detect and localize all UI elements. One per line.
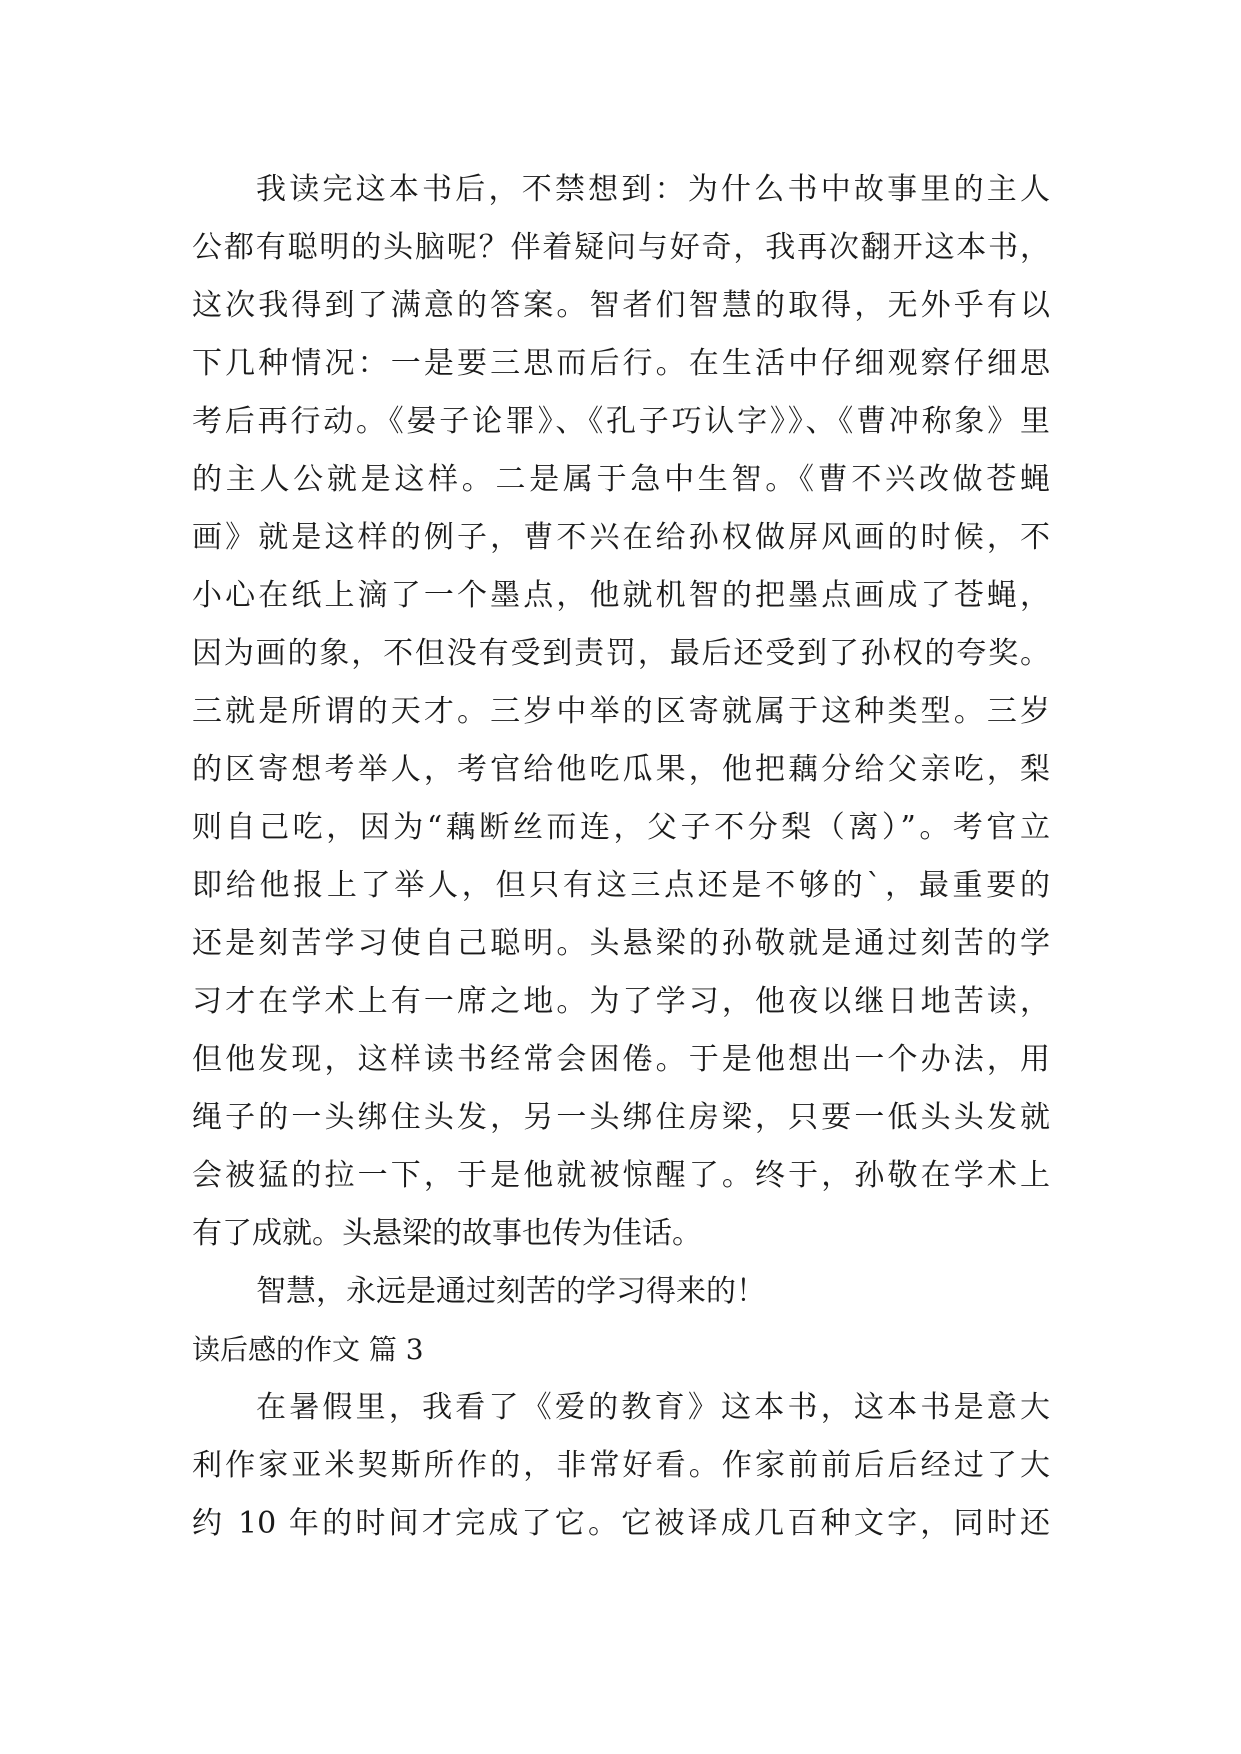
heading-text: 读后感的作文 篇 3 xyxy=(192,1333,424,1366)
text-line: 三就是所谓的天才。三岁中举的区寄就属于这种类型。三岁 xyxy=(192,694,1050,729)
text-line: 约 10 年的时间才完成了它。它被译成几百种文字，同时还 xyxy=(192,1506,1050,1541)
text-line: 绳子的一头绑住头发，另一头绑住房梁，只要一低头头发就 xyxy=(192,1100,1050,1135)
text-line: 下几种情况：一是要三思而后行。在生活中仔细观察仔细思 xyxy=(192,346,1050,381)
text-line: 的区寄想考举人，考官给他吃瓜果，他把藕分给父亲吃，梨 xyxy=(192,752,1050,787)
paragraph-1 xyxy=(192,161,1050,1263)
text-line: 小心在纸上滴了一个墨点，他就机智的把墨点画成了苍蝇， xyxy=(192,578,1050,613)
text-line: 的主人公就是这样。二是属于急中生智。《曹不兴改做苍蝇 xyxy=(192,462,1050,497)
text-line: 即给他报上了举人，但只有这三点还是不够的`，最重要的 xyxy=(192,868,1050,903)
text-line: 因为画的象，不但没有受到责罚，最后还受到了孙权的夸奖。 xyxy=(192,636,1050,671)
text-line: 利作家亚米契斯所作的，非常好看。作家前前后后经过了大 xyxy=(192,1448,1050,1483)
text-line: 有了成就。头悬梁的故事也传为佳话。 xyxy=(192,1216,702,1251)
text-line: 在暑假里，我看了《爱的教育》这本书，这本书是意大 xyxy=(256,1390,1050,1425)
text-line: 画》就是这样的例子，曹不兴在给孙权做屏风画的时候，不 xyxy=(192,520,1050,555)
text-line: 我读完这本书后，不禁想到：为什么书中故事里的主人 xyxy=(256,172,1050,207)
text-line: 公都有聪明的头脑呢？伴着疑问与好奇，我再次翻开这本书， xyxy=(192,230,1050,265)
document-body xyxy=(192,161,1050,1553)
text-line: 还是刻苦学习使自己聪明。头悬梁的孙敬就是通过刻苦的学 xyxy=(192,926,1050,961)
text-line: 这次我得到了满意的答案。智者们智慧的取得，无外乎有以 xyxy=(192,288,1050,323)
paragraph-2 xyxy=(192,1263,1050,1321)
text-line: 则自己吃，因为“藕断丝而连，父子不分梨（离）”。考官立 xyxy=(192,810,1050,845)
paragraph-3 xyxy=(192,1379,1050,1553)
text-line: 考后再行动。《晏子论罪》、《孔子巧认字》》、《曹冲称象》里 xyxy=(192,404,1050,439)
text-line: 习才在学术上有一席之地。为了学习，他夜以继日地苦读， xyxy=(192,984,1050,1019)
text-line: 会被猛的拉一下，于是他就被惊醒了。终于，孙敬在学术上 xyxy=(192,1158,1050,1193)
section-heading xyxy=(192,1321,1050,1379)
text-line: 但他发现，这样读书经常会困倦。于是他想出一个办法，用 xyxy=(192,1042,1050,1077)
text-line: 智慧，永远是通过刻苦的学习得来的！ xyxy=(256,1274,766,1309)
